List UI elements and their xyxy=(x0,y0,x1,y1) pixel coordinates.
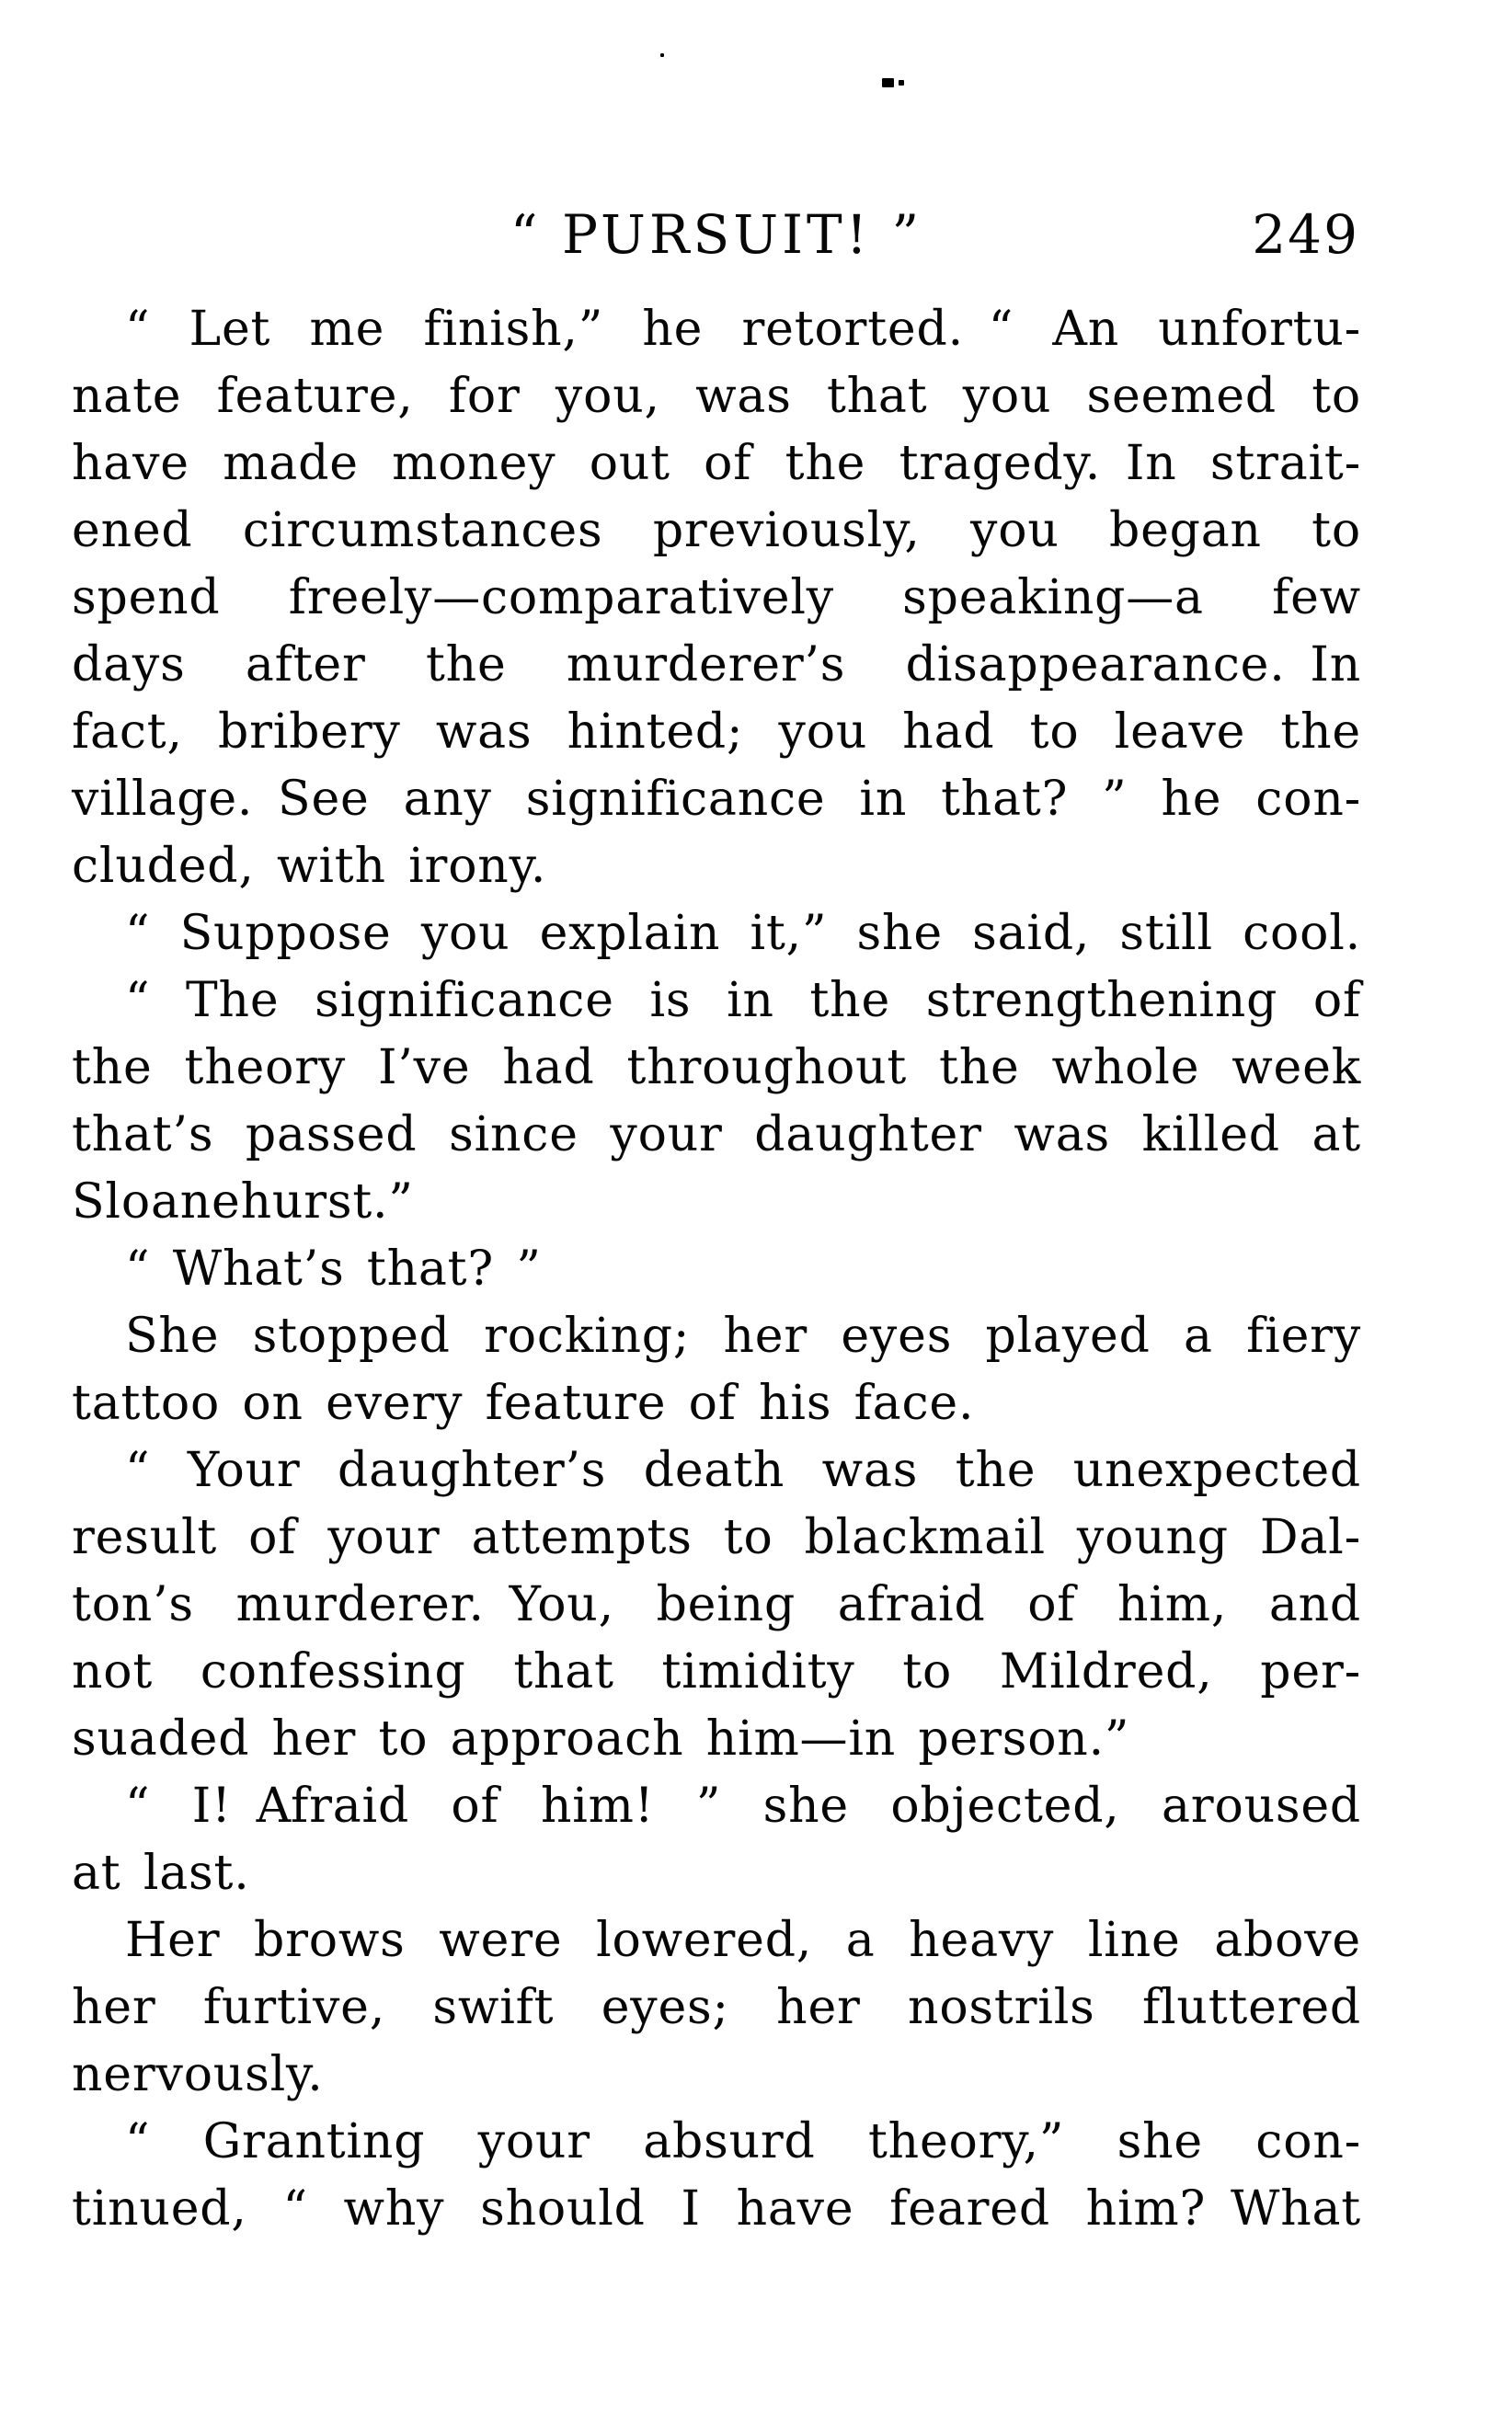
text-line: She stopped rocking; her eyes played a fiery xyxy=(125,1309,1361,1364)
text-line: “ The significance is in the strengthening of xyxy=(125,973,1361,1028)
text-line: fact, bribery was hinted; you had to leave the xyxy=(72,704,1361,760)
text-line: suaded her to approach him—in person.” xyxy=(72,1711,1130,1767)
text-line: not confessing that timidity to Mildred, per- xyxy=(72,1644,1361,1699)
text-line: “ Granting your absurd theory,” she con- xyxy=(125,2114,1361,2169)
text-line: the theory I’ve had throughout the whole week xyxy=(72,1040,1361,1095)
scan-speck xyxy=(660,53,664,57)
page-number: 249 xyxy=(1252,203,1359,266)
text-line: tattoo on every feature of his face. xyxy=(72,1376,975,1431)
text-line: ened circumstances previously, you began to xyxy=(72,503,1361,558)
running-header xyxy=(72,203,1361,269)
text-line: “ Your daughter’s death was the unexpected xyxy=(125,1443,1361,1498)
running-title: “ PURSUIT! ” xyxy=(510,203,923,266)
text-line: have made money out of the tragedy. In strait- xyxy=(72,436,1361,491)
text-line: days after the murderer’s disappearance. In xyxy=(72,637,1361,692)
text-line: at last. xyxy=(72,1846,250,1901)
scan-speck xyxy=(899,80,904,86)
text-line: that’s passed since your daughter was killed at xyxy=(72,1107,1361,1162)
text-line: cluded, with irony. xyxy=(72,839,547,894)
scan-speck xyxy=(882,78,894,87)
text-line: Sloanehurst.” xyxy=(72,1174,414,1230)
text-line: “ Let me finish,” he retorted. “ An unfortu- xyxy=(125,302,1361,357)
text-line: “ Suppose you explain it,” she said, still cool. xyxy=(125,906,1361,961)
text-line: nate feature, for you, was that you seemed to xyxy=(72,369,1361,424)
text-line: “ I! Afraid of him! ” she objected, aroused xyxy=(125,1779,1361,1834)
body-text xyxy=(72,296,1361,2243)
text-line: “ What’s that? ” xyxy=(125,1242,542,1297)
text-line: result of your attempts to blackmail young Dal- xyxy=(72,1510,1361,1565)
text-line: nervously. xyxy=(72,2047,324,2102)
text-line: her furtive, swift eyes; her nostrils fluttered xyxy=(72,1980,1361,2035)
text-line: Her brows were lowered, a heavy line above xyxy=(125,1913,1361,1968)
text-line: tinued, “ why should I have feared him? What xyxy=(72,2181,1361,2237)
text-line: ton’s murderer. You, being afraid of him, and xyxy=(72,1577,1361,1632)
text-line: spend freely—comparatively speaking—a few xyxy=(72,570,1361,625)
text-line: village. See any significance in that? ” he con- xyxy=(72,772,1361,827)
